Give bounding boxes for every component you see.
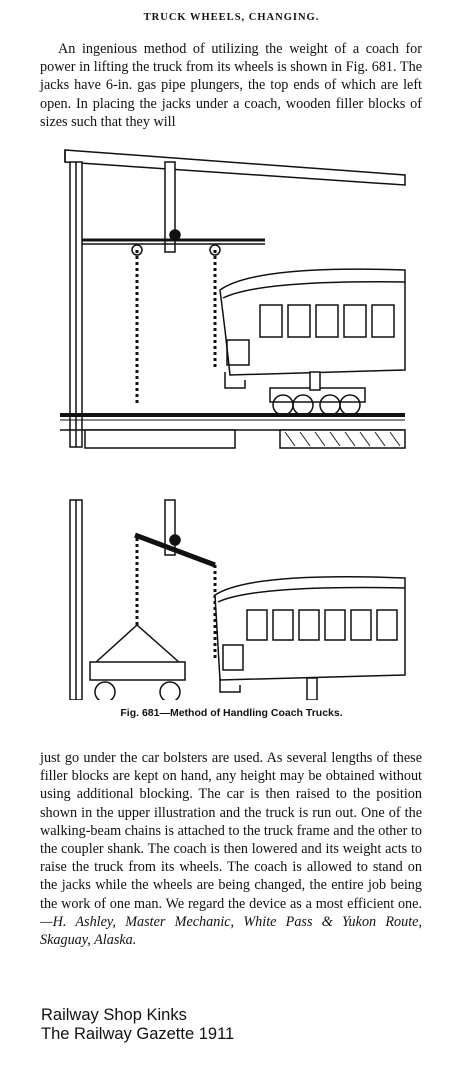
source-credit bbox=[41, 1006, 234, 1044]
figure-681-illustration bbox=[55, 140, 415, 700]
lower-illustration bbox=[70, 500, 405, 700]
paragraph-bottom bbox=[40, 749, 422, 949]
upper-illustration bbox=[60, 150, 405, 448]
credit-line-1: Railway Shop Kinks bbox=[41, 1006, 187, 1024]
paragraph-bottom-text: just go under the car bolsters are used. As several lengths of these filler blocks are kept on hand, any height may be obtained without using additional blocking. The car is then raised to the position shown in the upper illustration and the truck is run out. One of the walking-beam chains is attached to the truck frame and the other to the coupler shank. The coach is then lowered and its weight acts to raise the truck from its wheels. The coach is allowed to stand on the jacks while the wheels are being changed, the entire job being the work of one man. We regard the device as a most efficient one. bbox=[40, 750, 422, 912]
paragraph-top: An ingenious method of utilizing the weight of a coach for power in lifting the truck from its wheels is shown in Fig. 681. The jacks have 6-in. gas pipe plungers, the top ends of which are left open. In placing the jacks under a coach, wooden filler blocks of sizes such that they will bbox=[40, 41, 422, 130]
author-signature: —H. Ashley, Master Mechanic, White Pass & Yukon Route, Skaguay, Alaska. bbox=[40, 913, 422, 949]
credit-line-2: The Railway Gazette 1911 bbox=[41, 1025, 235, 1043]
figure-caption: Fig. 681—Method of Handling Coach Trucks. bbox=[120, 707, 343, 719]
page-header: TRUCK WHEELS, CHANGING. bbox=[143, 12, 320, 23]
